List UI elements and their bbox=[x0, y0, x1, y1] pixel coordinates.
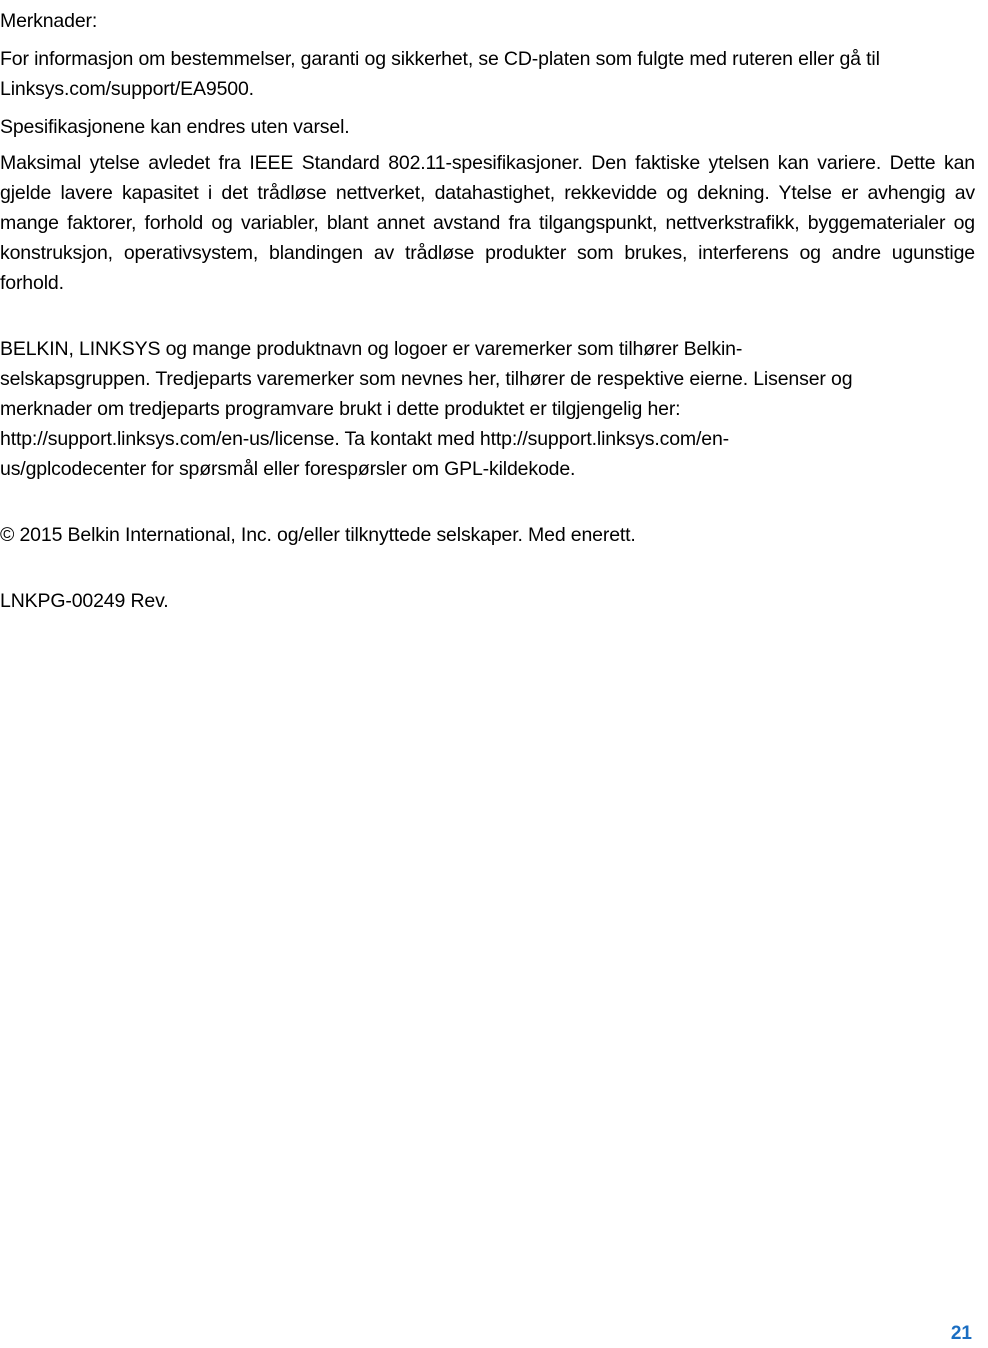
performance-disclaimer: Maksimal ytelse avledet fra IEEE Standard 802.11-spesifikasjoner. Den faktiske ytelsen kan variere. Dette kan gjelde lavere kapasitet i det trådløse nettverket, datahastighet, rekkevidde og dekning. Ytelse er avhengig av mange faktorer, forhold og variabler, blant annet avstand fra tilgangspunkt, nettverkstrafikk, byggematerialer og konstruksjon, operativsystem, blandingen av trådløse produkter som brukes, interferens og andre ugunstige forhold. bbox=[0, 152, 975, 294]
trademark-line: us/gplcodecenter for spørsmål eller forespørsler om GPL-kildekode. bbox=[0, 458, 576, 480]
trademark-line: selskapsgruppen. Tredjeparts varemerker som nevnes her, tilhører de respektive eierne. Lisenser og bbox=[0, 368, 853, 390]
copyright-notice: © 2015 Belkin International, Inc. og/eller tilknyttede selskaper. Med enerett. bbox=[0, 524, 636, 546]
specifications-notice: Spesifikasjonene kan endres uten varsel. bbox=[0, 116, 350, 138]
trademark-line: http://support.linksys.com/en-us/license. Ta kontakt med http://support.linksys.com/en- bbox=[0, 428, 730, 450]
trademark-line: BELKIN, LINKSYS og mange produktnavn og logoer er varemerker som tilhører Belkin- bbox=[0, 338, 743, 360]
document-id: LNKPG-00249 Rev. bbox=[0, 590, 169, 612]
document-page bbox=[0, 0, 975, 616]
page-number: 21 bbox=[950, 1323, 972, 1344]
regulatory-paragraph: For informasjon om bestemmelser, garanti og sikkerhet, se CD-platen som fulgte med ruteren eller gå til Linksys.com/support/EA9500. bbox=[0, 48, 880, 100]
trademark-line: merknader om tredjeparts programvare brukt i dette produktet er tilgjengelig her: bbox=[0, 398, 681, 420]
notes-heading: Merknader: bbox=[0, 10, 98, 32]
trademark-paragraph bbox=[0, 334, 975, 484]
